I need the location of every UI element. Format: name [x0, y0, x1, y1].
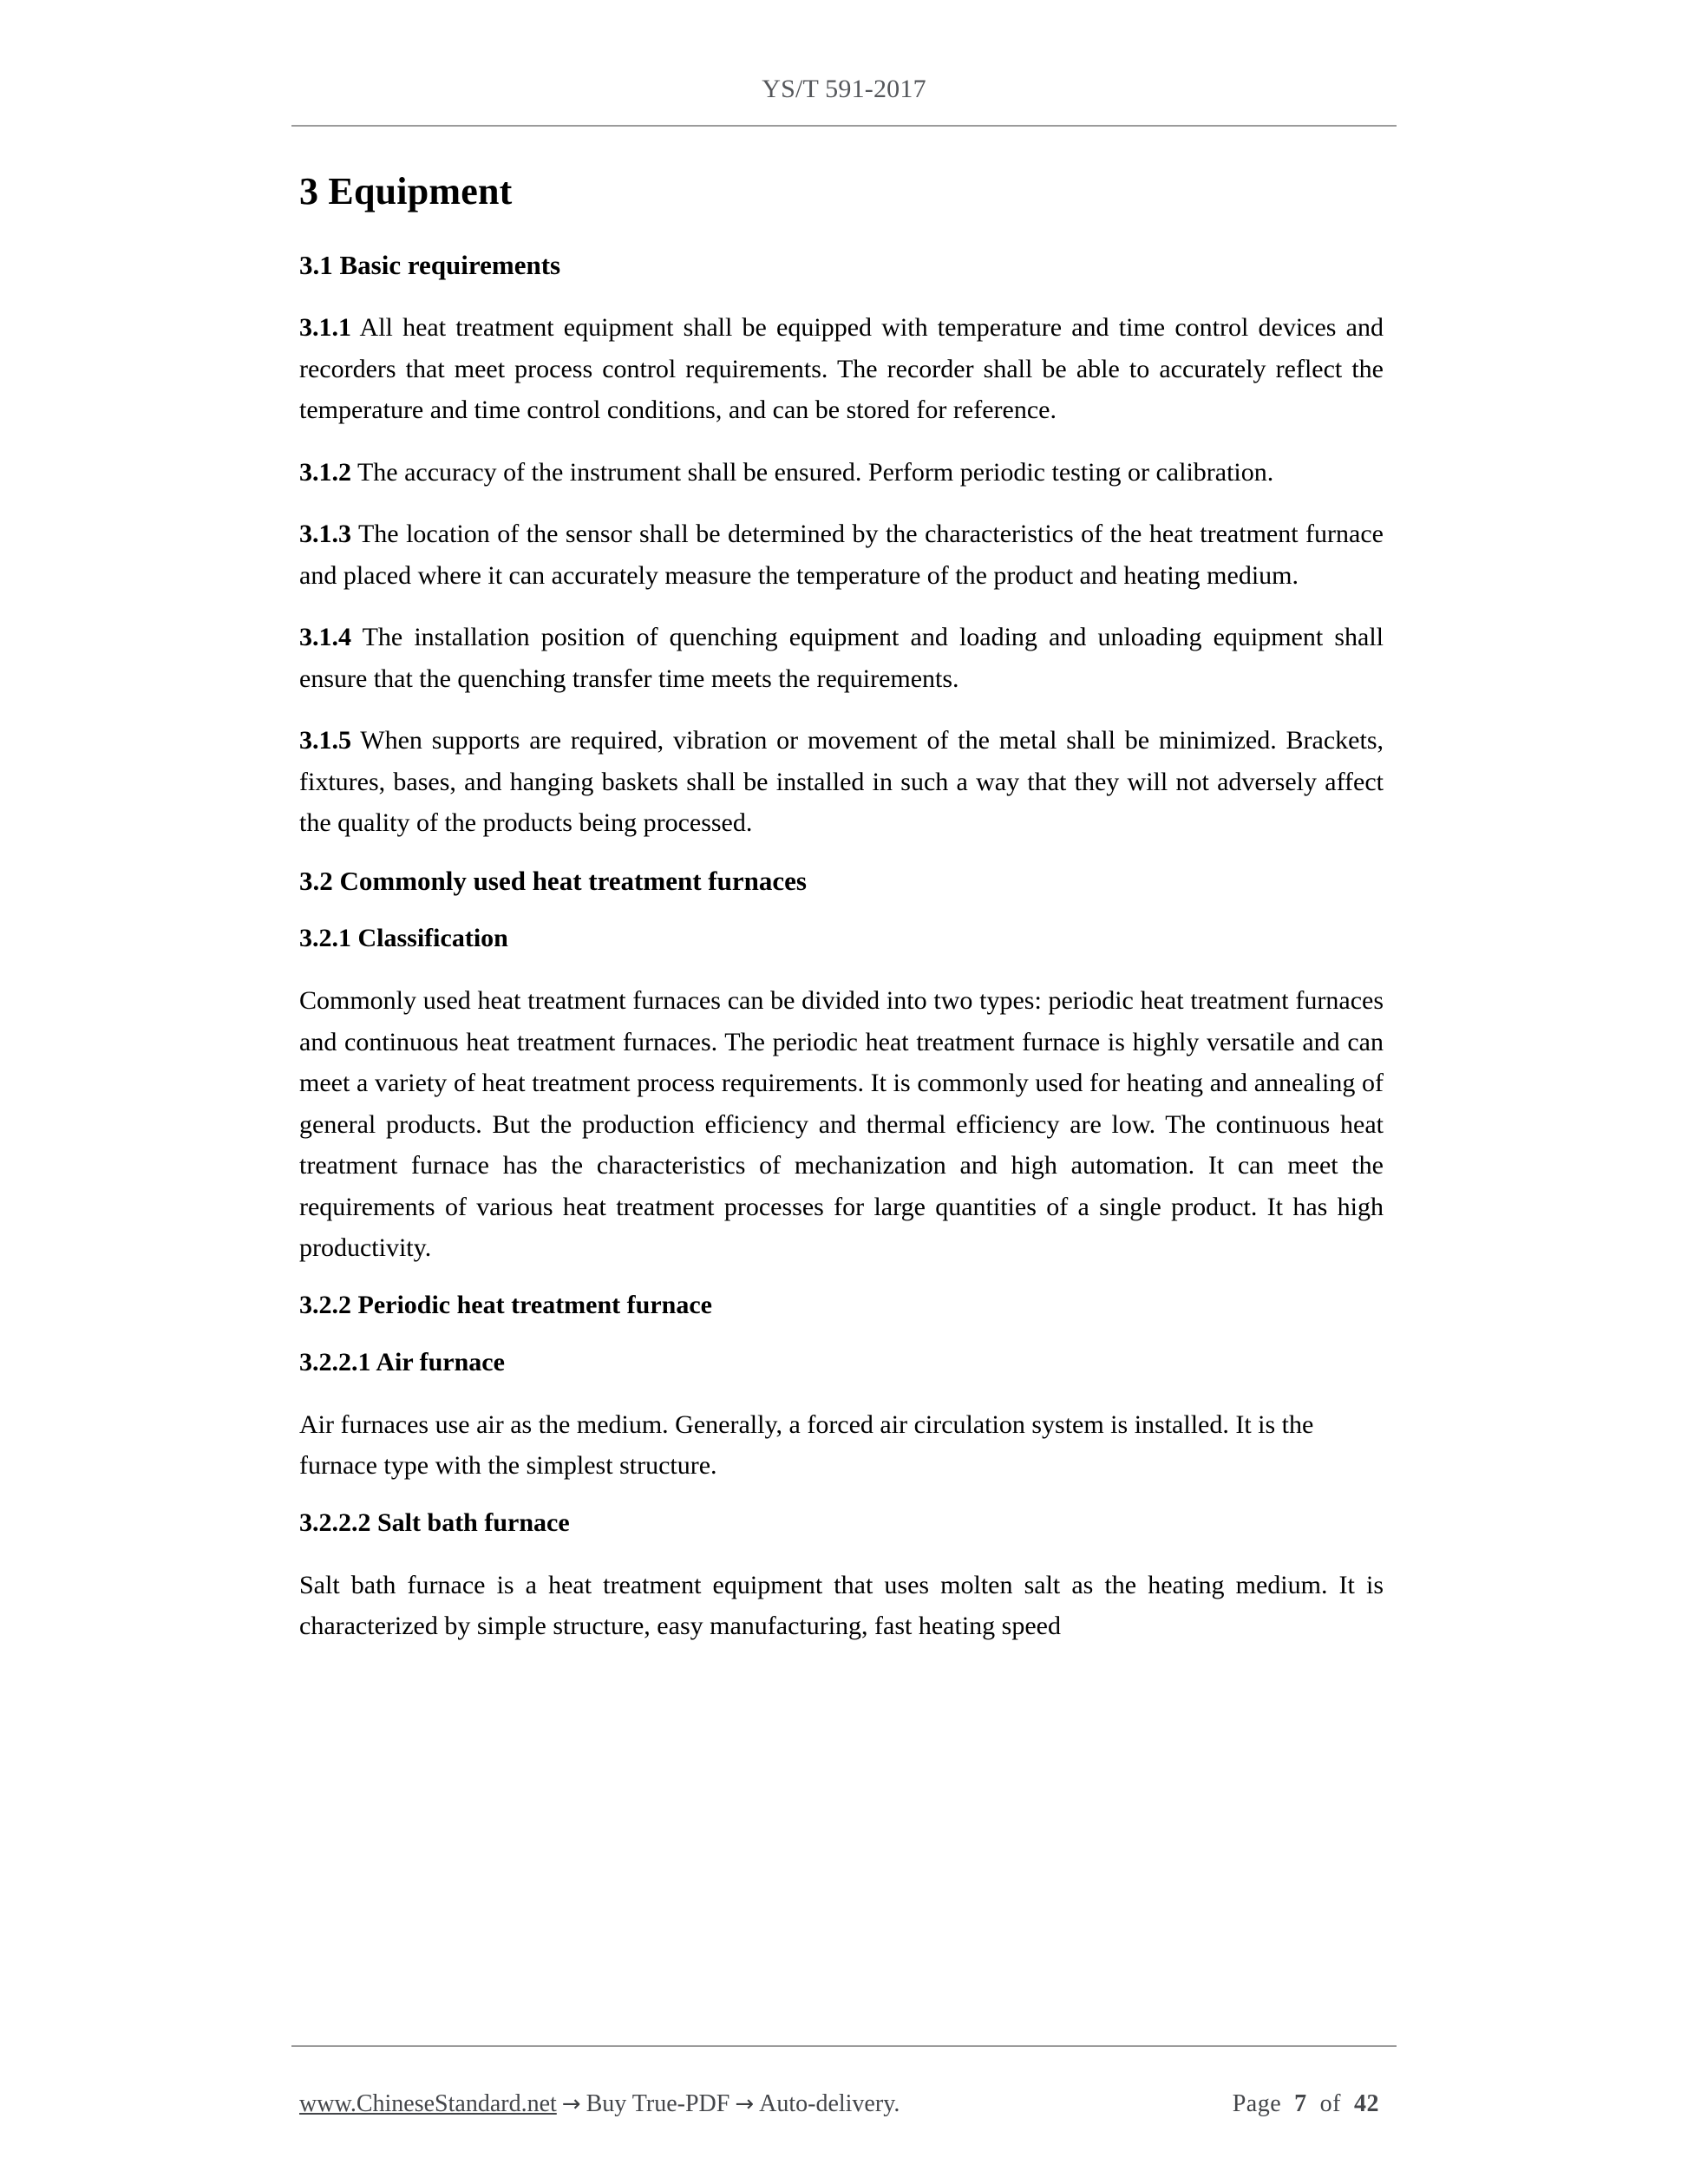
section-heading-3-2-commonly-used-furnaces: 3.2 Commonly used heat treatment furnaces: [299, 865, 807, 896]
page-indicator: [1233, 2090, 1388, 2118]
right-arrow-icon-2: →: [735, 2091, 755, 2117]
chinese-standard-link[interactable]: www.ChineseStandard.net: [299, 2090, 557, 2117]
page-header: [0, 0, 1688, 128]
section-heading-3-2-2-1-air-furnace: 3.2.2.1 Air furnace: [299, 1347, 505, 1376]
spacer: [299, 699, 1384, 720]
clause-number-3-1-3: 3.1.3: [299, 520, 351, 549]
footer-delivery-text: Auto-delivery.: [759, 2090, 900, 2117]
spacer: [299, 213, 1384, 249]
clause-text-3-1-3: The location of the sensor shall be determined by the characteristics of the heat treatment furnace and placed where it can accurately measure the temperature of the product and heating medium.: [299, 520, 1384, 590]
clause-number-3-1-2: 3.1.2: [299, 457, 351, 487]
spacer: [299, 1321, 1384, 1347]
spacer: [299, 1539, 1384, 1565]
section-heading-3-2-2-2-salt-bath-furnace: 3.2.2.2 Salt bath furnace: [299, 1507, 570, 1537]
current-page-number: 7: [1294, 2090, 1307, 2117]
page-label: Page: [1232, 2090, 1282, 2117]
header-divider: [291, 125, 1397, 127]
paragraph-salt-bath-furnace: Salt bath furnace is a heat treatment equipment that uses molten salt as the heating medium. It is characterized by simple structure, easy manufacturing, fast heating speed: [299, 1570, 1384, 1641]
paragraph-classification: Commonly used heat treatment furnaces can be divided into two types: periodic heat treatment furnaces and continuous heat treatment furnaces. The periodic heat treatment furnace is highly versatile and can meet a variety of heat treatment process requirements. It is commonly used for heating and annealing of general products. But the production efficiency and thermal efficiency are low. The continuous heat treatment furnace has the characteristics of mechanization and high automation. It can meet the requirements of various heat treatment processes for large quantities of a single product. It has high productivity.: [299, 986, 1384, 1263]
document-body: [299, 170, 1384, 1647]
clause-text-3-1-4: The installation position of quenching equipment and loading and unloading equipment shall ensure that the quenching transfer time meets the requirements.: [299, 623, 1384, 693]
paragraph-3-1-4: [299, 617, 1384, 699]
clause-text-3-1-5: When supports are required, vibration or movement of the metal shall be minimized. Brackets, fixtures, bases, and hanging baskets shall be installed in such a way that they will not adversely affect the quality of the products being processed.: [299, 726, 1384, 838]
section-heading-3-2-1-classification: 3.2.1 Classification: [299, 924, 508, 953]
spacer: [299, 431, 1384, 452]
paragraph-3-1-1: [299, 307, 1384, 431]
paragraph-3-1-2: [299, 452, 1384, 494]
spacer: [299, 1378, 1384, 1404]
right-arrow-icon: →: [561, 2091, 581, 2117]
spacer: [299, 493, 1384, 513]
section-heading-3-2-2-periodic-heat-treatment-furnace: 3.2.2 Periodic heat treatment furnace: [299, 1290, 712, 1319]
of-label: of: [1319, 2090, 1341, 2117]
clause-number-3-1-1: 3.1.1: [299, 313, 351, 343]
header-standard-number: YS/T 591-2017: [762, 75, 926, 103]
spacer: [299, 1269, 1384, 1290]
clause-number-3-1-5: 3.1.5: [299, 726, 351, 755]
footer-promo: [299, 2090, 900, 2118]
total-page-count: 42: [1354, 2090, 1379, 2117]
section-heading-3-equipment: 3 Equipment: [299, 170, 513, 213]
spacer: [299, 596, 1384, 617]
spacer: [299, 897, 1384, 923]
clause-number-3-1-4: 3.1.4: [299, 623, 351, 652]
footer-content: [299, 2090, 1388, 2118]
footer-divider: [291, 2045, 1397, 2047]
footer-buy-text: Buy True-PDF: [586, 2090, 730, 2117]
spacer: [299, 1487, 1384, 1507]
clause-text-3-1-2: The accuracy of the instrument shall be ensured. Perform periodic testing or calibration.: [351, 457, 1274, 487]
spacer: [299, 954, 1384, 980]
page-footer: [0, 2045, 1688, 2184]
clause-text-3-1-1: All heat treatment equipment shall be equipped with temperature and time control devices and recorders that meet process control requirements. The recorder shall be able to accurately reflect the temperature and time control conditions, and can be stored for reference.: [299, 313, 1384, 425]
paragraph-air-furnace: Air furnaces use air as the medium. Generally, a forced air circulation system is installed. It is the furnace type with the simplest structure.: [299, 1409, 1314, 1481]
section-heading-3-1-basic-requirements: 3.1 Basic requirements: [299, 250, 561, 281]
paragraph-3-1-3: [299, 513, 1384, 596]
spacer: [299, 844, 1384, 865]
spacer: [299, 281, 1384, 307]
paragraph-3-1-5: [299, 720, 1384, 844]
